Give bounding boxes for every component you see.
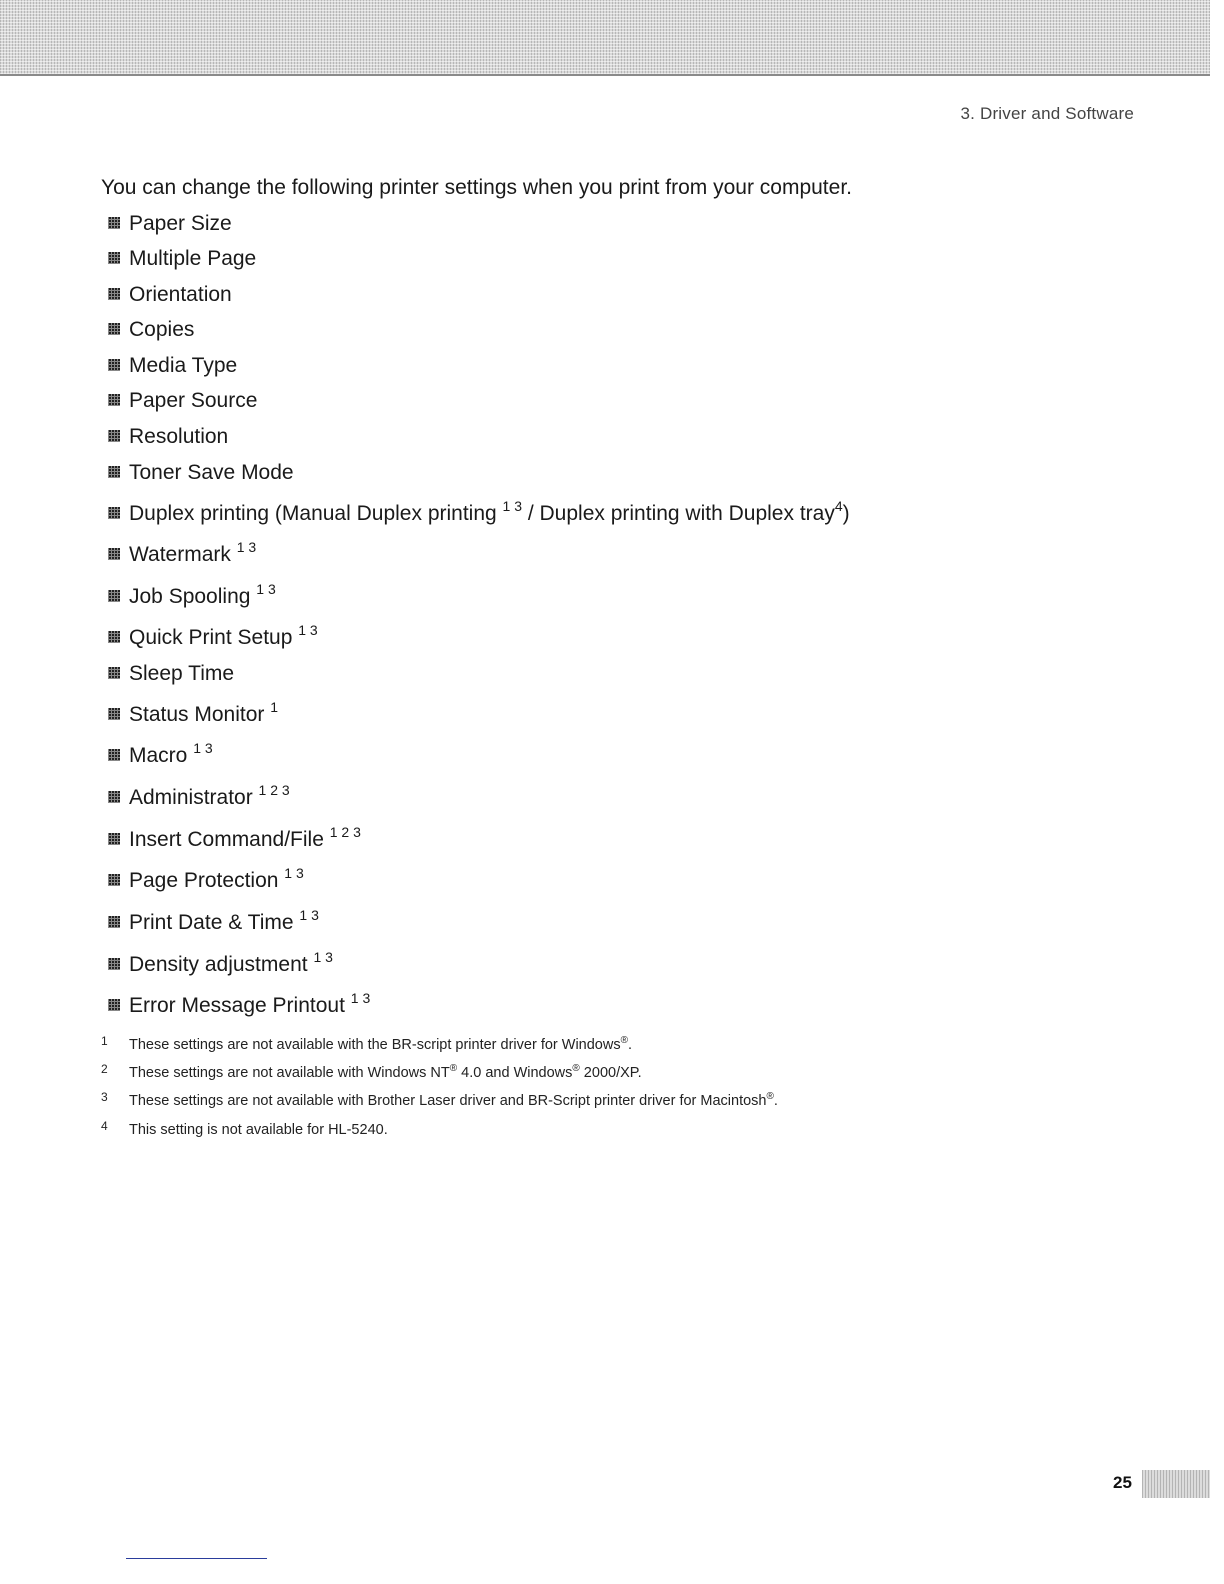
square-bullet-icon xyxy=(108,217,120,229)
square-bullet-icon xyxy=(108,288,120,300)
registered-mark: ® xyxy=(572,1063,580,1074)
footnote-ref: 1 3 xyxy=(284,865,304,881)
settings-list-item xyxy=(108,539,257,567)
square-bullet-icon xyxy=(108,590,120,602)
settings-list-item xyxy=(108,461,294,485)
square-bullet-icon xyxy=(108,631,120,643)
setting-label: Status Monitor xyxy=(129,703,265,726)
setting-label: Orientation xyxy=(129,283,232,306)
setting-label: Multiple Page xyxy=(129,247,257,270)
settings-list-item xyxy=(108,949,333,977)
setting-label: Administrator xyxy=(129,786,253,809)
setting-label: Toner Save Mode xyxy=(129,461,294,484)
intro-paragraph: You can change the following printer settings when you print from your computer. xyxy=(101,176,852,199)
footnote-ref: 1 3 xyxy=(350,990,371,1006)
settings-list-item xyxy=(108,782,290,810)
setting-label: Sleep Time xyxy=(129,662,235,685)
section-header: 3. Driver and Software xyxy=(960,104,1134,123)
settings-list-item xyxy=(108,498,850,526)
settings-list-item xyxy=(108,425,228,449)
header-pattern-band xyxy=(0,0,1210,74)
setting-label: Media Type xyxy=(129,354,238,377)
footnote-text: These settings are not available with the BR-script printer driver for Windows xyxy=(129,1037,621,1053)
footnote-ref: 1 3 xyxy=(236,539,257,555)
settings-list-item xyxy=(108,907,319,935)
setting-label: Insert Command/File xyxy=(129,828,324,851)
setting-label: Copies xyxy=(129,318,195,341)
footnote-text: These settings are not available with Brother Laser driver and BR-Script printer driver for Macintosh xyxy=(129,1093,767,1109)
footnote-text: . xyxy=(627,1037,632,1053)
setting-label: Duplex printing (Manual Duplex printing xyxy=(129,502,497,525)
settings-list-item xyxy=(108,662,234,686)
square-bullet-icon xyxy=(108,916,120,928)
header-rule xyxy=(0,74,1210,76)
footnote-number: 2 xyxy=(101,1062,108,1076)
setting-label-tail: ) xyxy=(842,502,850,525)
settings-list-item xyxy=(108,581,276,609)
footnote-ref: 1 3 xyxy=(256,581,276,597)
square-bullet-icon xyxy=(108,252,120,264)
square-bullet-icon xyxy=(108,430,120,442)
settings-list-item xyxy=(108,247,256,271)
square-bullet-icon xyxy=(108,359,120,371)
footnote xyxy=(101,1062,642,1081)
setting-label: Paper Size xyxy=(129,212,232,235)
footnote-text: These settings are not available with Windows NT xyxy=(129,1065,450,1081)
settings-list-item xyxy=(108,990,371,1018)
settings-list-item xyxy=(108,318,194,342)
footnote-ref: 1 3 xyxy=(193,740,213,756)
footnote-number: 4 xyxy=(101,1119,108,1133)
square-bullet-icon xyxy=(108,548,120,560)
square-bullet-icon xyxy=(108,667,120,679)
square-bullet-icon xyxy=(108,958,120,970)
settings-list-item xyxy=(108,622,318,650)
setting-label: Paper Source xyxy=(129,389,258,412)
registered-mark: ® xyxy=(766,1091,774,1102)
settings-list-item xyxy=(108,865,304,893)
footnote-number: 1 xyxy=(101,1034,108,1048)
setting-label: Watermark xyxy=(129,543,231,566)
setting-label: Error Message Printout xyxy=(129,994,345,1017)
setting-label: Density adjustment xyxy=(129,953,308,976)
footnote xyxy=(101,1119,388,1138)
square-bullet-icon xyxy=(108,394,120,406)
footnote-text: 2000/XP. xyxy=(579,1065,642,1081)
settings-list-item xyxy=(108,283,232,307)
footnote-text: This setting is not available for HL-5240. xyxy=(129,1122,388,1138)
settings-list-item xyxy=(108,389,257,413)
square-bullet-icon xyxy=(108,323,120,335)
settings-list-item xyxy=(108,824,361,852)
settings-list-item xyxy=(108,699,279,727)
page-number: 25 xyxy=(1113,1473,1132,1492)
page-tab-pattern xyxy=(1142,1470,1210,1498)
square-bullet-icon xyxy=(108,708,120,720)
setting-label-suffix: / Duplex printing with Duplex tray xyxy=(522,502,835,525)
setting-label: Resolution xyxy=(129,425,229,448)
footnote-ref: 1 2 3 xyxy=(329,824,361,840)
footnote-ref: 1 2 3 xyxy=(258,782,290,798)
footnote-text: 4.0 and Windows xyxy=(457,1065,573,1081)
setting-label: Job Spooling xyxy=(129,585,251,608)
footnote-ref: 1 3 xyxy=(502,498,523,514)
settings-list-item xyxy=(108,740,213,768)
footnote-ref: 1 3 xyxy=(298,622,318,638)
settings-list-item xyxy=(108,212,232,236)
footnote-number: 3 xyxy=(101,1090,108,1104)
square-bullet-icon xyxy=(108,749,120,761)
square-bullet-icon xyxy=(108,874,120,886)
registered-mark: ® xyxy=(620,1035,628,1046)
bottom-link-underline xyxy=(126,1558,267,1559)
footnote xyxy=(101,1034,632,1053)
setting-label: Quick Print Setup xyxy=(129,626,293,649)
footnote-ref: 1 3 xyxy=(299,907,319,923)
footnote-ref: 4 xyxy=(834,498,843,514)
footnote xyxy=(101,1090,778,1109)
square-bullet-icon xyxy=(108,466,120,478)
settings-list-item xyxy=(108,354,237,378)
setting-label: Print Date & Time xyxy=(129,911,294,934)
footnote-ref: 1 xyxy=(270,699,279,715)
setting-label: Page Protection xyxy=(129,869,279,892)
square-bullet-icon xyxy=(108,507,120,519)
square-bullet-icon xyxy=(108,791,120,803)
square-bullet-icon xyxy=(108,999,120,1011)
registered-mark: ® xyxy=(449,1063,458,1074)
square-bullet-icon xyxy=(108,833,120,845)
setting-label: Macro xyxy=(129,744,188,767)
footnote-ref: 1 3 xyxy=(313,949,333,965)
footnote-text: . xyxy=(773,1093,778,1109)
